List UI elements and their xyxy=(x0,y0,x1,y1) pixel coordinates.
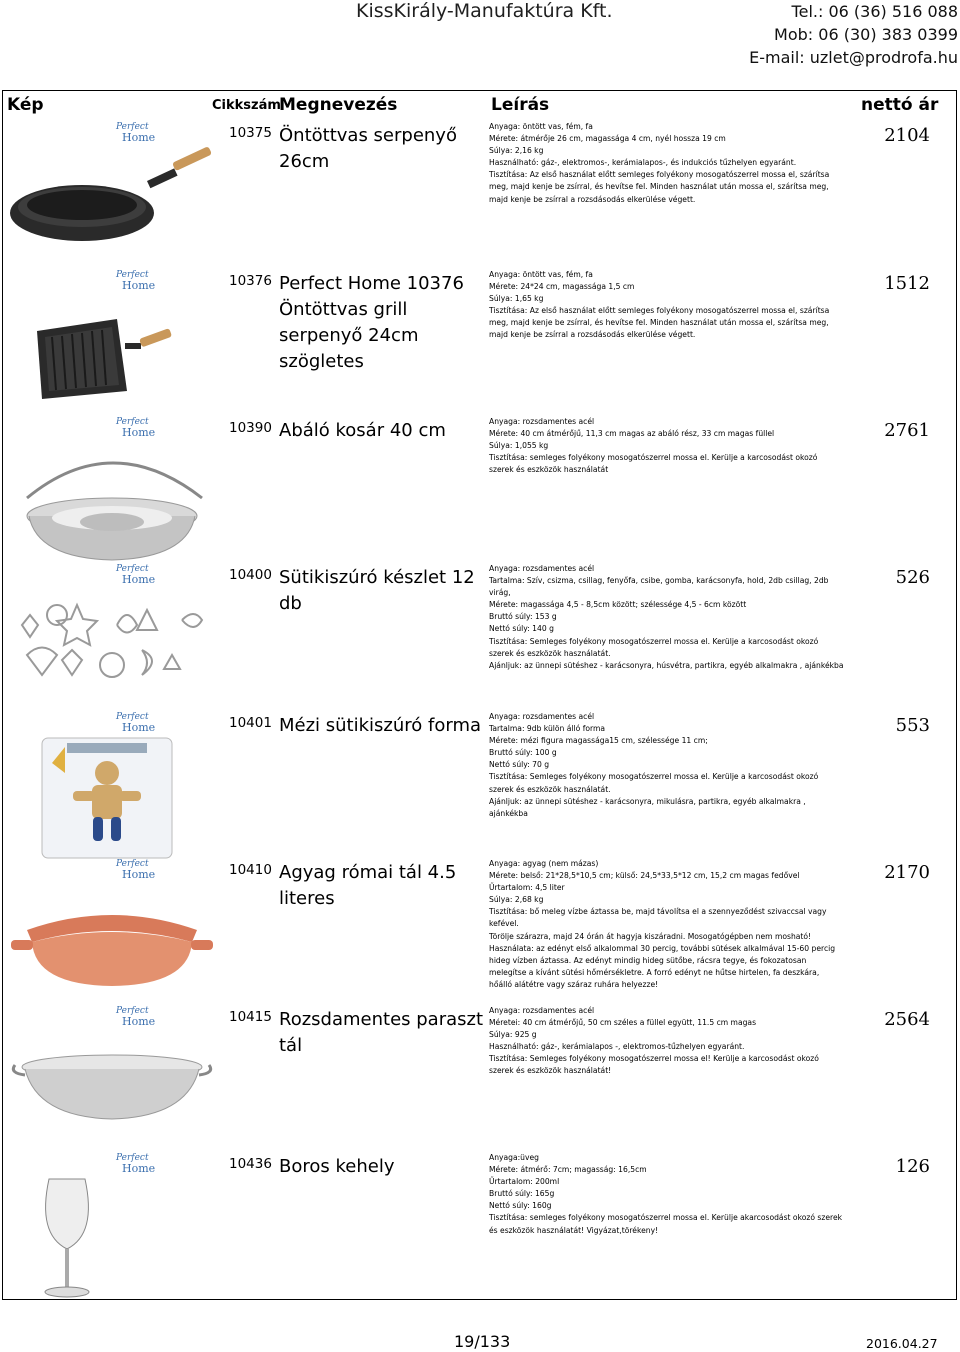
description-line: Súlya: 925 g xyxy=(489,1030,537,1040)
product-image xyxy=(5,858,225,998)
description-line: Mérete: 24*24 cm, magassága 1,5 cm xyxy=(489,282,635,292)
page-number: 19/133 xyxy=(454,1332,511,1351)
description-line: Mérete: átmérő: 7cm; magasság: 16,5cm xyxy=(489,1165,647,1175)
product-name: Rozsdamentes paraszt tál xyxy=(279,1009,484,1056)
description-line: Tisztítása: bő meleg vízbe áztassa be, majd távolítsa el a szennyeződést szivaccsal vagy kefével. xyxy=(489,907,827,929)
product-image xyxy=(5,121,225,261)
column-header-price: nettó ár xyxy=(861,95,939,115)
table-row xyxy=(3,1005,956,1151)
description-line: Törölje szárazra, majd 24 órán át hagyja kiszáradni. Mosogatógépben nem mosható! xyxy=(489,931,812,941)
product-code: 10375 xyxy=(229,125,272,141)
description-line: Tartalma: Szív, csizma, csillag, fenyőfa, csibe, gomba, karácsonyfa, hold, 2db csillag, 2db virág, xyxy=(489,576,829,598)
description-line: Tisztítása: Semleges folyékony mosogatószerrel mossa el. Kerülje a karcosodást okozó szerek és eszközök használatát. xyxy=(489,636,819,658)
table-row xyxy=(3,1152,956,1298)
description-line: Bruttó súly: 100 g xyxy=(489,748,557,758)
product-description xyxy=(489,711,844,820)
product-code: 10436 xyxy=(229,1156,272,1172)
description-line: Tisztítása: Semleges folyékony mosogatószerrel mossa el! Kerülje a karcosodást okozó szerek és eszközök használatát! xyxy=(489,1054,819,1076)
product-price: 526 xyxy=(895,567,930,588)
description-line: Anyaga: rozsdamentes acél xyxy=(489,417,595,426)
description-line: Használata: az edényt első alkalommal 30 percig, további sütések alkalmával 15-60 percig hideg vízben áztassa. Az edényt mindig hideg sütőbe, rácsra tegye, és fokozatosan melegítse a kívánt sütési hőmérsékletre. A forró edényt ne hűtse hirtelen, fa deszkára, hőálló alátétre vagy száraz ruhára helyezze! xyxy=(489,943,836,989)
description-line: Anyaga: öntött vas, fém, fa xyxy=(489,270,593,279)
perfect-home-logo: Perfect Home xyxy=(116,1006,156,1028)
description-line: Anyaga: agyag (nem mázas) xyxy=(489,859,599,868)
description-line: Anyaga: rozsdamentes acél xyxy=(489,564,595,573)
perfect-home-logo: Perfect Home xyxy=(116,859,156,881)
column-header-code: Cikkszám xyxy=(212,98,281,113)
product-code: 10410 xyxy=(229,862,272,878)
description-line: Használható: gáz-, elektromos-, kerámialapos-, és indukciós tűzhelyen egyaránt. xyxy=(489,158,797,168)
description-line: Anyaga: rozsdamentes acél xyxy=(489,1006,595,1015)
product-code: 10376 xyxy=(229,273,272,289)
product-image xyxy=(5,1152,225,1292)
product-description xyxy=(489,1152,844,1237)
product-image xyxy=(5,416,225,556)
product-table xyxy=(2,90,957,1300)
product-description xyxy=(489,1005,844,1078)
product-name: Sütikiszúró készlet 12 db xyxy=(279,567,475,614)
description-line: Bruttó súly: 165g xyxy=(489,1189,555,1199)
description-line: Anyaga: öntött vas, fém, fa xyxy=(489,122,593,131)
product-image xyxy=(5,563,225,703)
description-line: Űrtartalom: 200ml xyxy=(489,1177,560,1187)
product-price: 2761 xyxy=(884,420,930,441)
product-description xyxy=(489,269,844,342)
column-header-image: Kép xyxy=(7,95,44,115)
description-line: Ajánljuk: az ünnepi sütéshez - karácsonyra, húsvétra, partikra, egyéb alkalmakra , ajánkékba xyxy=(489,660,844,670)
description-line: Tisztítása: Az első használat előtt semleges folyékony mosogatószerrel mossa el, szárítsa meg, majd kenje be zsírral, és hevítse fel. Minden használat után mossa el, szárítsa meg, majd kenje be zsírral a rozsdásodás elkerülése végett. xyxy=(489,306,830,340)
description-line: Használható: gáz-, kerámialapos -, elektromos-tűzhelyen egyaránt. xyxy=(489,1042,745,1052)
product-code: 10390 xyxy=(229,420,272,436)
product-price: 2170 xyxy=(884,862,930,883)
column-header-description: Leírás xyxy=(491,95,550,115)
product-image xyxy=(5,269,225,409)
description-line: Tisztítása: semleges folyékony mosogatószerrel mossa el. Kerülje akarcosodást okozó szerek és eszközök használatát! Vigyázat,törékeny! xyxy=(489,1213,843,1235)
product-name: Boros kehely xyxy=(279,1156,395,1177)
cast-iron-pan-icon xyxy=(7,143,217,258)
column-header-name: Megnevezés xyxy=(279,95,398,115)
perfect-home-logo: Perfect Home xyxy=(116,712,156,734)
email-text: E-mail: uzlet@prodrofa.hu xyxy=(749,48,958,67)
perfect-home-logo: Perfect Home xyxy=(116,564,156,586)
grill-pan-icon xyxy=(7,291,217,406)
product-code: 10415 xyxy=(229,1009,272,1025)
table-row xyxy=(3,563,956,709)
description-line: Űrtartalom: 4,5 liter xyxy=(489,883,565,893)
contact-block xyxy=(749,0,958,69)
product-description xyxy=(489,121,844,206)
product-description xyxy=(489,563,844,672)
steel-bowl-icon xyxy=(7,1027,217,1132)
description-line: Anyaga:üveg xyxy=(489,1153,539,1162)
description-line: Tisztítása: semleges folyékony mosogatószerrel mossa el. Kerülje a karcosodást okozó szerek és eszközök használatát xyxy=(489,453,818,475)
gingerbread-cutter-icon xyxy=(7,733,217,868)
description-line: Anyaga: rozsdamentes acél xyxy=(489,712,595,721)
product-price: 2104 xyxy=(884,125,930,146)
description-line: Ajánljuk: az ünnepi sütéshez - karácsonyra, mikulásra, partikra, egyéb alkalmakra , ajánkékba xyxy=(489,796,806,818)
product-description xyxy=(489,858,844,991)
company-name: KissKirály-Manufaktúra Kft. xyxy=(356,0,613,22)
product-price: 1512 xyxy=(884,273,930,294)
description-line: Mérete: átmérője 26 cm, magassága 4 cm, nyél hossza 19 cm xyxy=(489,134,726,144)
product-name: Perfect Home 10376 Öntöttvas grill serpenyő 24cm szögletes xyxy=(279,273,464,372)
product-name: Abáló kosár 40 cm xyxy=(279,420,446,441)
perfect-home-logo: Perfect Home xyxy=(116,1153,156,1175)
product-code: 10400 xyxy=(229,567,272,583)
cookie-cutter-set-icon xyxy=(7,585,217,700)
perfect-home-logo: Perfect Home xyxy=(116,417,156,439)
wine-glass-icon xyxy=(7,1174,217,1309)
product-name: Agyag római tál 4.5 literes xyxy=(279,862,457,909)
product-description xyxy=(489,416,844,476)
description-line: Bruttó súly: 153 g xyxy=(489,612,557,622)
description-line: Súlya: 1,055 kg xyxy=(489,441,549,451)
perfect-home-logo: Perfect Home xyxy=(116,270,156,292)
product-name: Öntöttvas serpenyő 26cm xyxy=(279,125,457,172)
description-line: Nettó súly: 160g xyxy=(489,1201,552,1211)
description-line: Mérete: belső: 21*28,5*10,5 cm; külső: 24,5*33,5*12 cm, 15,2 cm magas fedővel xyxy=(489,871,800,881)
description-line: Tisztítása: Semleges folyékony mosogatószerrel mossa el. Kerülje a karcosodást okozó szerek és eszközök használatát. xyxy=(489,772,819,794)
phone-text: Tel.: 06 (36) 516 088 xyxy=(791,2,958,21)
description-line: Mérete: mézi figura magassága15 cm, szélessége 11 cm; xyxy=(489,736,708,746)
product-price: 553 xyxy=(895,715,930,736)
product-code: 10401 xyxy=(229,715,272,731)
steamer-basket-icon xyxy=(7,438,217,573)
product-image xyxy=(5,1005,225,1145)
product-image xyxy=(5,711,225,851)
product-price: 2564 xyxy=(884,1009,930,1030)
table-row xyxy=(3,416,956,562)
description-line: Súlya: 2,68 kg xyxy=(489,895,544,905)
description-line: Méretei: 40 cm átmérőjű, 50 cm széles a füllel együtt, 11.5 cm magas xyxy=(489,1018,757,1028)
mobile-text: Mob: 06 (30) 383 0399 xyxy=(774,25,958,44)
print-date: 2016.04.27 xyxy=(866,1336,938,1351)
description-line: Mérete: magassága 4,5 - 8,5cm között; szélessége 4,5 - 6cm között xyxy=(489,600,747,610)
perfect-home-logo: Perfect Home xyxy=(116,122,156,144)
description-line: Súlya: 1,65 kg xyxy=(489,294,544,304)
clay-roaster-icon xyxy=(7,880,217,995)
product-price: 126 xyxy=(895,1156,930,1177)
table-row xyxy=(3,858,956,1004)
description-line: Súlya: 2,16 kg xyxy=(489,146,544,156)
description-line: Tartalma: 9db külön álló forma xyxy=(489,724,606,734)
product-name: Mézi sütikiszúró forma xyxy=(279,715,482,736)
description-line: Nettó súly: 140 g xyxy=(489,624,554,634)
table-row xyxy=(3,121,956,267)
table-row xyxy=(3,269,956,415)
description-line: Mérete: 40 cm átmérőjű, 11,3 cm magas az abáló rész, 33 cm magas füllel xyxy=(489,429,775,439)
description-line: Tisztítása: Az első használat előtt semleges folyékony mosogatószerrel mossa el, szárítsa meg, majd kenje be zsírral, és hevítse fel. Minden használat után mossa el, szárítsa meg, majd kenje be zsírral a rozsdásodás elkerülése végett. xyxy=(489,170,830,204)
description-line: Nettó súly: 70 g xyxy=(489,760,550,770)
table-row xyxy=(3,711,956,857)
